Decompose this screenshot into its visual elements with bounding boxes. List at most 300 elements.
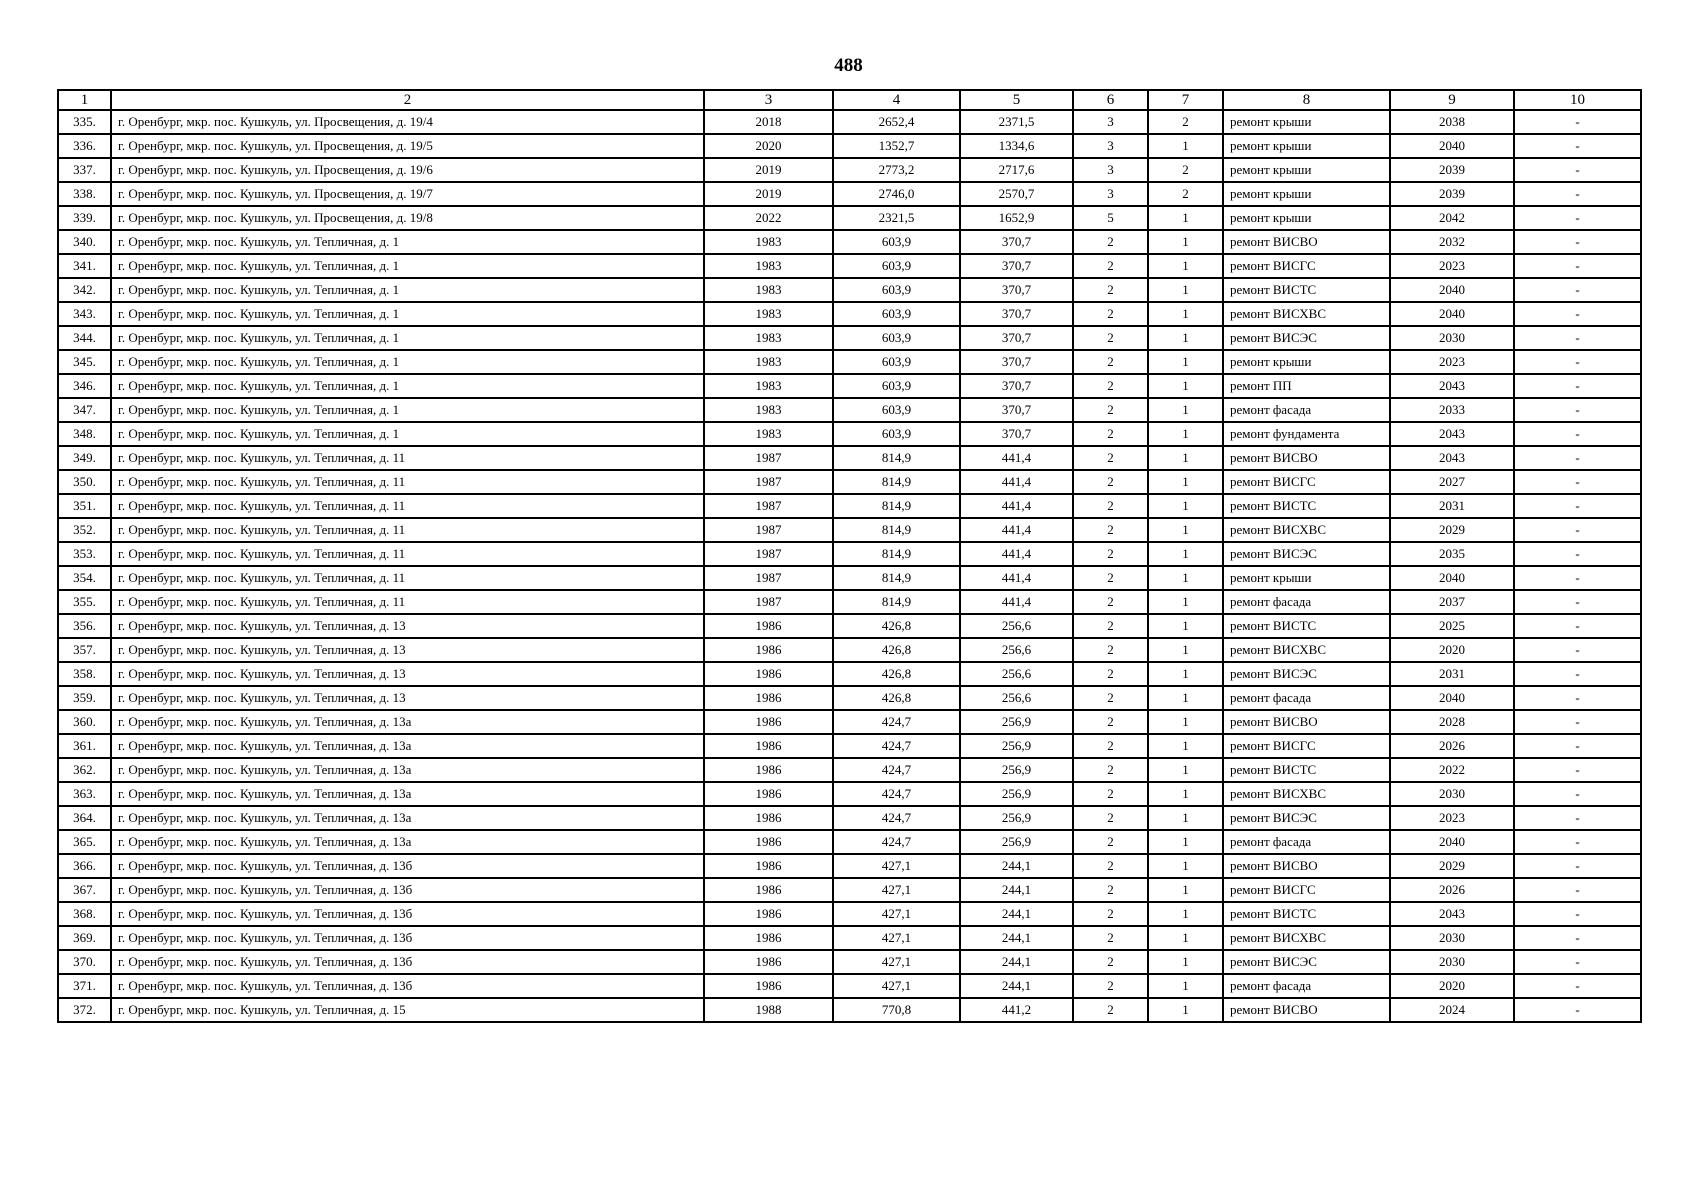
cell-work-type: ремонт фасада [1223, 590, 1390, 614]
cell-plan-year: 2043 [1390, 902, 1514, 926]
cell-area-total: 603,9 [833, 230, 960, 254]
header-col-3: 3 [704, 90, 833, 110]
cell-work-type: ремонт ВИСВО [1223, 998, 1390, 1022]
cell-plan-year: 2040 [1390, 302, 1514, 326]
table-row [58, 710, 1641, 734]
cell-entrances: 1 [1148, 542, 1223, 566]
cell-num: 366. [58, 854, 111, 878]
cell-entrances: 1 [1148, 950, 1223, 974]
table-row [58, 542, 1641, 566]
cell-address: г. Оренбург, мкр. пос. Кушкуль, ул. Тепличная, д. 11 [111, 518, 704, 542]
table-row [58, 974, 1641, 998]
cell-plan-year: 2030 [1390, 326, 1514, 350]
cell-plan-year: 2042 [1390, 206, 1514, 230]
cell-year: 2019 [704, 182, 833, 206]
cell-work-type: ремонт ВИСХВС [1223, 926, 1390, 950]
cell-address: г. Оренбург, мкр. пос. Кушкуль, ул. Тепличная, д. 13а [111, 710, 704, 734]
table-row [58, 494, 1641, 518]
cell-note: - [1514, 182, 1641, 206]
cell-address: г. Оренбург, мкр. пос. Кушкуль, ул. Тепличная, д. 13а [111, 734, 704, 758]
header-col-2: 2 [111, 90, 704, 110]
cell-address: г. Оренбург, мкр. пос. Кушкуль, ул. Тепличная, д. 1 [111, 326, 704, 350]
cell-area-total: 603,9 [833, 398, 960, 422]
cell-num: 370. [58, 950, 111, 974]
cell-area-living: 2570,7 [960, 182, 1073, 206]
cell-address: г. Оренбург, мкр. пос. Кушкуль, ул. Просвещения, д. 19/4 [111, 110, 704, 134]
cell-area-living: 244,1 [960, 926, 1073, 950]
table-row [58, 638, 1641, 662]
cell-note: - [1514, 494, 1641, 518]
cell-work-type: ремонт ВИСЭС [1223, 326, 1390, 350]
cell-address: г. Оренбург, мкр. пос. Кушкуль, ул. Тепличная, д. 13а [111, 782, 704, 806]
cell-floors: 2 [1073, 902, 1148, 926]
table-row [58, 950, 1641, 974]
cell-year: 1987 [704, 518, 833, 542]
cell-floors: 2 [1073, 782, 1148, 806]
cell-entrances: 1 [1148, 998, 1223, 1022]
cell-plan-year: 2029 [1390, 854, 1514, 878]
cell-floors: 2 [1073, 422, 1148, 446]
cell-note: - [1514, 998, 1641, 1022]
cell-area-total: 427,1 [833, 950, 960, 974]
cell-note: - [1514, 158, 1641, 182]
cell-note: - [1514, 662, 1641, 686]
cell-num: 346. [58, 374, 111, 398]
cell-num: 362. [58, 758, 111, 782]
cell-area-total: 427,1 [833, 854, 960, 878]
cell-entrances: 1 [1148, 230, 1223, 254]
cell-work-type: ремонт ВИСТС [1223, 278, 1390, 302]
header-col-8: 8 [1223, 90, 1390, 110]
cell-area-living: 370,7 [960, 326, 1073, 350]
cell-floors: 2 [1073, 710, 1148, 734]
cell-year: 1987 [704, 494, 833, 518]
cell-floors: 2 [1073, 734, 1148, 758]
cell-plan-year: 2020 [1390, 638, 1514, 662]
cell-note: - [1514, 926, 1641, 950]
cell-plan-year: 2040 [1390, 566, 1514, 590]
cell-note: - [1514, 902, 1641, 926]
cell-area-total: 427,1 [833, 974, 960, 998]
cell-floors: 2 [1073, 830, 1148, 854]
cell-note: - [1514, 758, 1641, 782]
table-row [58, 206, 1641, 230]
cell-area-total: 427,1 [833, 926, 960, 950]
cell-plan-year: 2030 [1390, 926, 1514, 950]
cell-year: 1986 [704, 806, 833, 830]
cell-plan-year: 2037 [1390, 590, 1514, 614]
cell-num: 341. [58, 254, 111, 278]
cell-year: 1986 [704, 974, 833, 998]
cell-plan-year: 2029 [1390, 518, 1514, 542]
cell-year: 1986 [704, 830, 833, 854]
cell-note: - [1514, 686, 1641, 710]
cell-num: 360. [58, 710, 111, 734]
cell-year: 1983 [704, 374, 833, 398]
cell-num: 369. [58, 926, 111, 950]
cell-plan-year: 2030 [1390, 950, 1514, 974]
cell-area-total: 603,9 [833, 278, 960, 302]
cell-num: 365. [58, 830, 111, 854]
cell-note: - [1514, 878, 1641, 902]
cell-floors: 2 [1073, 998, 1148, 1022]
cell-num: 358. [58, 662, 111, 686]
table-row [58, 278, 1641, 302]
cell-area-living: 2371,5 [960, 110, 1073, 134]
cell-floors: 2 [1073, 278, 1148, 302]
cell-note: - [1514, 206, 1641, 230]
cell-address: г. Оренбург, мкр. пос. Кушкуль, ул. Тепличная, д. 13 [111, 614, 704, 638]
cell-address: г. Оренбург, мкр. пос. Кушкуль, ул. Тепличная, д. 1 [111, 254, 704, 278]
cell-address: г. Оренбург, мкр. пос. Кушкуль, ул. Тепличная, д. 11 [111, 590, 704, 614]
cell-year: 1983 [704, 278, 833, 302]
cell-work-type: ремонт ВИСЭС [1223, 542, 1390, 566]
cell-area-total: 424,7 [833, 782, 960, 806]
cell-area-living: 2717,6 [960, 158, 1073, 182]
cell-area-living: 441,4 [960, 470, 1073, 494]
table-row [58, 134, 1641, 158]
cell-num: 354. [58, 566, 111, 590]
cell-work-type: ремонт крыши [1223, 182, 1390, 206]
cell-work-type: ремонт ВИСЭС [1223, 806, 1390, 830]
cell-floors: 3 [1073, 134, 1148, 158]
table-row [58, 734, 1641, 758]
cell-entrances: 1 [1148, 566, 1223, 590]
table-row [58, 518, 1641, 542]
header-col-10: 10 [1514, 90, 1641, 110]
cell-note: - [1514, 614, 1641, 638]
table-row [58, 662, 1641, 686]
cell-address: г. Оренбург, мкр. пос. Кушкуль, ул. Тепличная, д. 15 [111, 998, 704, 1022]
cell-work-type: ремонт ВИСТС [1223, 902, 1390, 926]
cell-note: - [1514, 830, 1641, 854]
cell-area-living: 256,6 [960, 662, 1073, 686]
table-row [58, 758, 1641, 782]
cell-area-living: 370,7 [960, 374, 1073, 398]
cell-entrances: 1 [1148, 926, 1223, 950]
cell-note: - [1514, 326, 1641, 350]
cell-work-type: ремонт крыши [1223, 206, 1390, 230]
cell-plan-year: 2032 [1390, 230, 1514, 254]
cell-num: 363. [58, 782, 111, 806]
cell-address: г. Оренбург, мкр. пос. Кушкуль, ул. Тепличная, д. 13а [111, 758, 704, 782]
cell-num: 368. [58, 902, 111, 926]
cell-address: г. Оренбург, мкр. пос. Кушкуль, ул. Тепличная, д. 11 [111, 566, 704, 590]
cell-work-type: ремонт крыши [1223, 350, 1390, 374]
cell-floors: 2 [1073, 854, 1148, 878]
cell-work-type: ремонт фасада [1223, 398, 1390, 422]
cell-area-total: 814,9 [833, 446, 960, 470]
cell-entrances: 1 [1148, 902, 1223, 926]
cell-plan-year: 2022 [1390, 758, 1514, 782]
cell-area-living: 256,6 [960, 686, 1073, 710]
cell-num: 371. [58, 974, 111, 998]
cell-year: 1986 [704, 854, 833, 878]
cell-note: - [1514, 302, 1641, 326]
cell-entrances: 2 [1148, 110, 1223, 134]
cell-year: 1983 [704, 302, 833, 326]
cell-area-living: 256,6 [960, 638, 1073, 662]
table-row [58, 902, 1641, 926]
cell-num: 364. [58, 806, 111, 830]
cell-num: 348. [58, 422, 111, 446]
cell-entrances: 1 [1148, 278, 1223, 302]
cell-entrances: 2 [1148, 182, 1223, 206]
cell-plan-year: 2043 [1390, 374, 1514, 398]
cell-entrances: 1 [1148, 638, 1223, 662]
cell-plan-year: 2025 [1390, 614, 1514, 638]
cell-plan-year: 2040 [1390, 278, 1514, 302]
cell-entrances: 1 [1148, 374, 1223, 398]
cell-area-living: 441,2 [960, 998, 1073, 1022]
cell-area-total: 814,9 [833, 518, 960, 542]
cell-area-total: 424,7 [833, 758, 960, 782]
cell-work-type: ремонт ВИСВО [1223, 446, 1390, 470]
table-row [58, 422, 1641, 446]
cell-floors: 2 [1073, 806, 1148, 830]
cell-floors: 2 [1073, 470, 1148, 494]
cell-num: 344. [58, 326, 111, 350]
cell-num: 349. [58, 446, 111, 470]
cell-area-living: 256,9 [960, 782, 1073, 806]
cell-area-total: 1352,7 [833, 134, 960, 158]
cell-year: 1987 [704, 590, 833, 614]
cell-num: 347. [58, 398, 111, 422]
table-row [58, 782, 1641, 806]
cell-area-total: 814,9 [833, 494, 960, 518]
cell-note: - [1514, 278, 1641, 302]
cell-work-type: ремонт фасада [1223, 974, 1390, 998]
cell-floors: 2 [1073, 614, 1148, 638]
cell-floors: 2 [1073, 950, 1148, 974]
cell-entrances: 1 [1148, 422, 1223, 446]
cell-entrances: 1 [1148, 398, 1223, 422]
cell-area-living: 441,4 [960, 542, 1073, 566]
cell-note: - [1514, 710, 1641, 734]
cell-address: г. Оренбург, мкр. пос. Кушкуль, ул. Тепличная, д. 13а [111, 830, 704, 854]
cell-area-total: 426,8 [833, 686, 960, 710]
cell-note: - [1514, 782, 1641, 806]
cell-floors: 2 [1073, 662, 1148, 686]
cell-note: - [1514, 230, 1641, 254]
cell-floors: 2 [1073, 542, 1148, 566]
cell-entrances: 1 [1148, 518, 1223, 542]
table-row [58, 350, 1641, 374]
cell-plan-year: 2028 [1390, 710, 1514, 734]
cell-area-living: 244,1 [960, 854, 1073, 878]
cell-floors: 2 [1073, 230, 1148, 254]
cell-year: 1986 [704, 950, 833, 974]
cell-floors: 2 [1073, 758, 1148, 782]
cell-floors: 2 [1073, 398, 1148, 422]
cell-address: г. Оренбург, мкр. пос. Кушкуль, ул. Тепличная, д. 1 [111, 230, 704, 254]
cell-area-total: 424,7 [833, 830, 960, 854]
cell-area-total: 427,1 [833, 878, 960, 902]
cell-num: 355. [58, 590, 111, 614]
cell-num: 352. [58, 518, 111, 542]
table-header-row [58, 90, 1641, 110]
cell-area-living: 441,4 [960, 590, 1073, 614]
cell-plan-year: 2023 [1390, 254, 1514, 278]
cell-address: г. Оренбург, мкр. пос. Кушкуль, ул. Тепличная, д. 11 [111, 470, 704, 494]
cell-area-living: 1652,9 [960, 206, 1073, 230]
cell-plan-year: 2023 [1390, 806, 1514, 830]
cell-area-living: 244,1 [960, 974, 1073, 998]
cell-area-living: 256,9 [960, 758, 1073, 782]
cell-plan-year: 2030 [1390, 782, 1514, 806]
cell-area-total: 603,9 [833, 302, 960, 326]
cell-work-type: ремонт ВИСЭС [1223, 662, 1390, 686]
cell-area-total: 426,8 [833, 662, 960, 686]
cell-entrances: 2 [1148, 158, 1223, 182]
cell-area-total: 603,9 [833, 422, 960, 446]
cell-plan-year: 2024 [1390, 998, 1514, 1022]
cell-address: г. Оренбург, мкр. пос. Кушкуль, ул. Тепличная, д. 1 [111, 374, 704, 398]
table-row [58, 302, 1641, 326]
cell-address: г. Оренбург, мкр. пос. Кушкуль, ул. Тепличная, д. 13 [111, 686, 704, 710]
cell-work-type: ремонт фасада [1223, 686, 1390, 710]
cell-note: - [1514, 134, 1641, 158]
cell-area-living: 370,7 [960, 302, 1073, 326]
cell-floors: 2 [1073, 566, 1148, 590]
cell-num: 357. [58, 638, 111, 662]
cell-note: - [1514, 398, 1641, 422]
cell-note: - [1514, 734, 1641, 758]
cell-year: 1986 [704, 638, 833, 662]
cell-year: 1986 [704, 710, 833, 734]
cell-area-total: 426,8 [833, 614, 960, 638]
cell-work-type: ремонт ВИСТС [1223, 494, 1390, 518]
cell-work-type: ремонт ПП [1223, 374, 1390, 398]
cell-address: г. Оренбург, мкр. пос. Кушкуль, ул. Тепличная, д. 1 [111, 278, 704, 302]
cell-work-type: ремонт ВИСГС [1223, 734, 1390, 758]
cell-address: г. Оренбург, мкр. пос. Кушкуль, ул. Тепличная, д. 13б [111, 974, 704, 998]
cell-year: 2020 [704, 134, 833, 158]
cell-work-type: ремонт фасада [1223, 830, 1390, 854]
cell-area-living: 244,1 [960, 950, 1073, 974]
cell-address: г. Оренбург, мкр. пос. Кушкуль, ул. Просвещения, д. 19/7 [111, 182, 704, 206]
cell-area-living: 244,1 [960, 902, 1073, 926]
cell-area-living: 370,7 [960, 422, 1073, 446]
cell-floors: 2 [1073, 494, 1148, 518]
cell-area-living: 441,4 [960, 446, 1073, 470]
cell-year: 1983 [704, 230, 833, 254]
cell-note: - [1514, 806, 1641, 830]
cell-work-type: ремонт ВИСВО [1223, 230, 1390, 254]
page-number: 488 [834, 55, 863, 76]
cell-work-type: ремонт крыши [1223, 566, 1390, 590]
cell-area-total: 603,9 [833, 350, 960, 374]
cell-area-total: 770,8 [833, 998, 960, 1022]
cell-address: г. Оренбург, мкр. пос. Кушкуль, ул. Тепличная, д. 13 [111, 638, 704, 662]
table-row [58, 878, 1641, 902]
cell-work-type: ремонт ВИСТС [1223, 614, 1390, 638]
cell-area-total: 424,7 [833, 710, 960, 734]
cell-entrances: 1 [1148, 734, 1223, 758]
cell-area-living: 370,7 [960, 230, 1073, 254]
table-body [58, 110, 1641, 1022]
cell-area-total: 814,9 [833, 542, 960, 566]
cell-area-living: 370,7 [960, 278, 1073, 302]
cell-note: - [1514, 374, 1641, 398]
cell-year: 1988 [704, 998, 833, 1022]
cell-note: - [1514, 254, 1641, 278]
table-row [58, 686, 1641, 710]
cell-area-total: 2746,0 [833, 182, 960, 206]
cell-floors: 2 [1073, 302, 1148, 326]
cell-work-type: ремонт фундамента [1223, 422, 1390, 446]
cell-area-living: 441,4 [960, 494, 1073, 518]
cell-floors: 2 [1073, 518, 1148, 542]
cell-address: г. Оренбург, мкр. пос. Кушкуль, ул. Тепличная, д. 1 [111, 422, 704, 446]
cell-work-type: ремонт ВИСТС [1223, 758, 1390, 782]
cell-note: - [1514, 638, 1641, 662]
cell-address: г. Оренбург, мкр. пос. Кушкуль, ул. Тепличная, д. 1 [111, 350, 704, 374]
register-table [57, 89, 1642, 1023]
table-row [58, 446, 1641, 470]
cell-work-type: ремонт крыши [1223, 110, 1390, 134]
cell-plan-year: 2043 [1390, 422, 1514, 446]
cell-plan-year: 2027 [1390, 470, 1514, 494]
cell-plan-year: 2026 [1390, 878, 1514, 902]
cell-work-type: ремонт ВИСХВС [1223, 518, 1390, 542]
cell-year: 1983 [704, 254, 833, 278]
header-col-9: 9 [1390, 90, 1514, 110]
table-row [58, 926, 1641, 950]
table-row [58, 326, 1641, 350]
cell-floors: 2 [1073, 254, 1148, 278]
cell-year: 1986 [704, 902, 833, 926]
cell-address: г. Оренбург, мкр. пос. Кушкуль, ул. Просвещения, д. 19/6 [111, 158, 704, 182]
cell-num: 351. [58, 494, 111, 518]
cell-num: 350. [58, 470, 111, 494]
cell-note: - [1514, 854, 1641, 878]
cell-entrances: 1 [1148, 830, 1223, 854]
cell-area-living: 244,1 [960, 878, 1073, 902]
cell-floors: 2 [1073, 374, 1148, 398]
cell-year: 1986 [704, 782, 833, 806]
cell-year: 1986 [704, 758, 833, 782]
cell-year: 1986 [704, 734, 833, 758]
cell-year: 1983 [704, 398, 833, 422]
cell-note: - [1514, 446, 1641, 470]
cell-address: г. Оренбург, мкр. пос. Кушкуль, ул. Тепличная, д. 13б [111, 926, 704, 950]
cell-note: - [1514, 974, 1641, 998]
cell-num: 361. [58, 734, 111, 758]
cell-plan-year: 2033 [1390, 398, 1514, 422]
cell-plan-year: 2039 [1390, 182, 1514, 206]
cell-year: 1987 [704, 542, 833, 566]
table-row [58, 470, 1641, 494]
cell-entrances: 1 [1148, 494, 1223, 518]
cell-year: 1986 [704, 926, 833, 950]
cell-area-total: 424,7 [833, 806, 960, 830]
cell-year: 1987 [704, 566, 833, 590]
cell-address: г. Оренбург, мкр. пос. Кушкуль, ул. Тепличная, д. 13а [111, 806, 704, 830]
cell-note: - [1514, 470, 1641, 494]
table-row [58, 806, 1641, 830]
cell-address: г. Оренбург, мкр. пос. Кушкуль, ул. Тепличная, д. 11 [111, 446, 704, 470]
cell-plan-year: 2039 [1390, 158, 1514, 182]
cell-area-total: 603,9 [833, 326, 960, 350]
cell-num: 343. [58, 302, 111, 326]
cell-entrances: 1 [1148, 782, 1223, 806]
table-row [58, 110, 1641, 134]
cell-area-living: 1334,6 [960, 134, 1073, 158]
cell-year: 1983 [704, 422, 833, 446]
table-row [58, 374, 1641, 398]
cell-note: - [1514, 518, 1641, 542]
